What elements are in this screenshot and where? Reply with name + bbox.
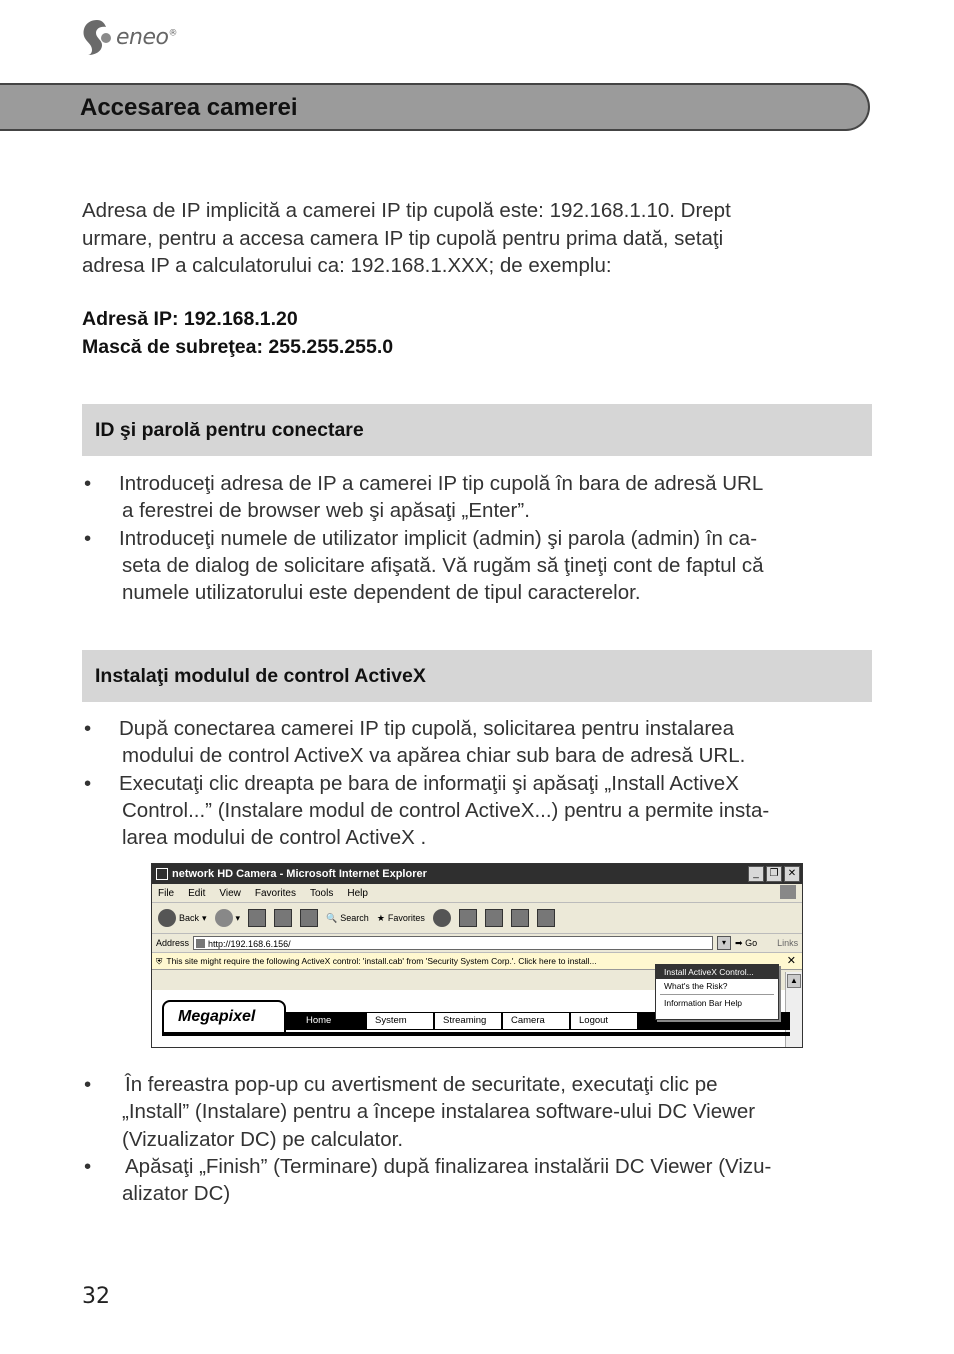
back-arrow-icon bbox=[158, 909, 176, 927]
minimize-button[interactable]: _ bbox=[748, 866, 764, 882]
install-bullet-list bbox=[82, 1071, 872, 1207]
bullet-dot: • bbox=[84, 526, 92, 550]
media-icon[interactable] bbox=[433, 909, 451, 927]
ip-address-line: Adresă IP: 192.168.1.20 bbox=[82, 308, 298, 330]
window-controls bbox=[748, 866, 800, 882]
login-bullet-list bbox=[82, 470, 872, 606]
list-item: • În fereastra pop-up cu avertisment de securitate, executaţi clic pe „Install” (Instalare) pentru a începe instalarea software-ului DC Viewer (Vizualizator DC) pe calculator. bbox=[84, 1073, 756, 1151]
section-heading-text: Instalaţi modulul de control ActiveX bbox=[95, 665, 426, 687]
install-activex-menu-item[interactable]: Install ActiveX Control... bbox=[656, 965, 778, 979]
page-number: 32 bbox=[82, 1284, 110, 1309]
nav-logout[interactable]: Logout bbox=[570, 1012, 638, 1030]
close-button[interactable]: ✕ bbox=[784, 866, 800, 882]
search-button[interactable]: 🔍 Search bbox=[326, 912, 369, 923]
print-icon[interactable] bbox=[485, 909, 503, 927]
close-icon[interactable]: ✕ bbox=[786, 955, 796, 967]
activex-info-bar[interactable]: ⛨ This site might require the following ActiveX control: 'install.cab' from 'Security System Corp.'. Click here to install... ✕ bbox=[152, 953, 802, 970]
refresh-icon[interactable] bbox=[274, 909, 292, 927]
stop-icon[interactable] bbox=[248, 909, 266, 927]
address-label: Address bbox=[156, 938, 190, 948]
browser-screenshot bbox=[151, 863, 803, 1048]
intro-line: Adresa de IP implicită a camerei IP tip cupolă este: 192.168.1.10. Drept bbox=[82, 199, 731, 222]
star-icon: ★ bbox=[376, 912, 385, 923]
bullet-dot: • bbox=[84, 771, 92, 795]
intro-line: adresa IP a calculatorului ca: 192.168.1.XXX; de exemplu: bbox=[82, 254, 612, 277]
vertical-scrollbar[interactable] bbox=[785, 972, 802, 1048]
menu-tools[interactable]: Tools bbox=[309, 887, 334, 899]
brand-logo bbox=[80, 18, 177, 56]
subnet-mask-line: Mască de subreţea: 255.255.255.0 bbox=[82, 336, 394, 358]
activex-bullet-list bbox=[82, 715, 872, 851]
go-button[interactable]: ➡ Go bbox=[735, 937, 758, 948]
megapixel-brand-tab: Megapixel bbox=[162, 1000, 286, 1032]
menu-favorites[interactable]: Favorites bbox=[254, 887, 296, 899]
nav-system[interactable]: System bbox=[366, 1012, 434, 1030]
favorites-button[interactable]: ★ Favorites bbox=[376, 912, 425, 923]
eneo-logo-icon bbox=[80, 18, 114, 56]
divider bbox=[162, 1032, 790, 1036]
back-button[interactable]: Back ▾ bbox=[158, 909, 207, 927]
windows-flag-icon bbox=[780, 885, 796, 899]
intro-paragraph bbox=[82, 197, 872, 280]
mail-icon[interactable] bbox=[459, 909, 477, 927]
links-label[interactable]: Links bbox=[777, 938, 799, 948]
restore-button[interactable]: ❐ bbox=[766, 866, 782, 882]
section-heading-login bbox=[82, 404, 872, 456]
edit-icon[interactable] bbox=[511, 909, 529, 927]
logo-text: eneo® bbox=[116, 24, 177, 50]
forward-arrow-icon bbox=[215, 909, 233, 927]
messenger-icon[interactable] bbox=[537, 909, 555, 927]
nav-camera[interactable]: Camera bbox=[502, 1012, 570, 1030]
chevron-down-icon[interactable]: ▾ bbox=[717, 936, 731, 950]
ie-menu-bar bbox=[152, 884, 802, 903]
nav-streaming[interactable]: Streaming bbox=[434, 1012, 502, 1030]
ie-window-icon bbox=[156, 868, 168, 880]
page-title-bar bbox=[0, 83, 870, 131]
search-icon: 🔍 bbox=[326, 912, 338, 923]
home-icon[interactable] bbox=[300, 909, 318, 927]
menu-file[interactable]: File bbox=[158, 887, 175, 899]
ie-title-bar: network HD Camera - Microsoft Internet Explorer bbox=[152, 864, 802, 884]
menu-divider bbox=[660, 994, 774, 995]
whats-the-risk-menu-item[interactable]: What's the Risk? bbox=[664, 981, 728, 991]
bullet-dot: • bbox=[84, 717, 92, 740]
section-heading-activex bbox=[82, 650, 872, 702]
list-item: • Introduceţi adresa de IP a camerei IP tip cupolă în bara de adresă URL a ferestrei de browser web şi apăsaţi „Enter”. bbox=[84, 472, 764, 523]
bullet-dot: • bbox=[84, 1154, 92, 1178]
list-item: • După conectarea camerei IP tip cupolă, solicitarea pentru instalarea modului de control ActiveX va apărea chiar sub bara de adresă URL. bbox=[84, 717, 746, 768]
menu-view[interactable]: View bbox=[219, 887, 241, 899]
bullet-dot: • bbox=[84, 1073, 92, 1096]
nav-home[interactable]: Home bbox=[306, 1015, 332, 1026]
intro-line: urmare, pentru a accesa camera IP tip cupolă pentru prima dată, setaţi bbox=[82, 226, 724, 250]
bullet-dot: • bbox=[84, 472, 92, 495]
address-bar bbox=[152, 934, 802, 953]
section-heading-text: ID şi parolă pentru conectare bbox=[95, 419, 364, 441]
menu-help[interactable]: Help bbox=[347, 887, 368, 899]
list-item: • Executaţi clic dreapta pe bara de informaţii şi apăsaţi „Install ActiveX Control...” (Instalare modul de control ActiveX...) pentru a permite insta- larea modului de control ActiveX . bbox=[84, 771, 770, 850]
list-item: • Introduceţi numele de utilizator implicit (admin) şi parola (admin) în ca- seta de dialog de solicitare afişată. Vă rugăm să ţineţi cont de faptul că numele utilizatorului este dependent de tipul caracterelor. bbox=[84, 526, 764, 605]
address-input[interactable]: http://192.168.6.156/ bbox=[193, 936, 713, 950]
forward-button[interactable]: ▾ bbox=[215, 909, 241, 927]
menu-edit[interactable]: Edit bbox=[188, 887, 206, 899]
ie-toolbar bbox=[152, 903, 802, 934]
list-item: • Apăsaţi „Finish” (Terminare) după finalizarea instalării DC Viewer (Vizu- alizator DC) bbox=[84, 1154, 772, 1206]
shield-icon: ⛨ bbox=[156, 955, 163, 966]
scroll-up-icon[interactable]: ▲ bbox=[787, 974, 801, 988]
info-bar-help-menu-item[interactable]: Information Bar Help bbox=[664, 998, 742, 1008]
page-title: Accesarea camerei bbox=[80, 94, 298, 121]
context-menu bbox=[655, 964, 779, 1020]
